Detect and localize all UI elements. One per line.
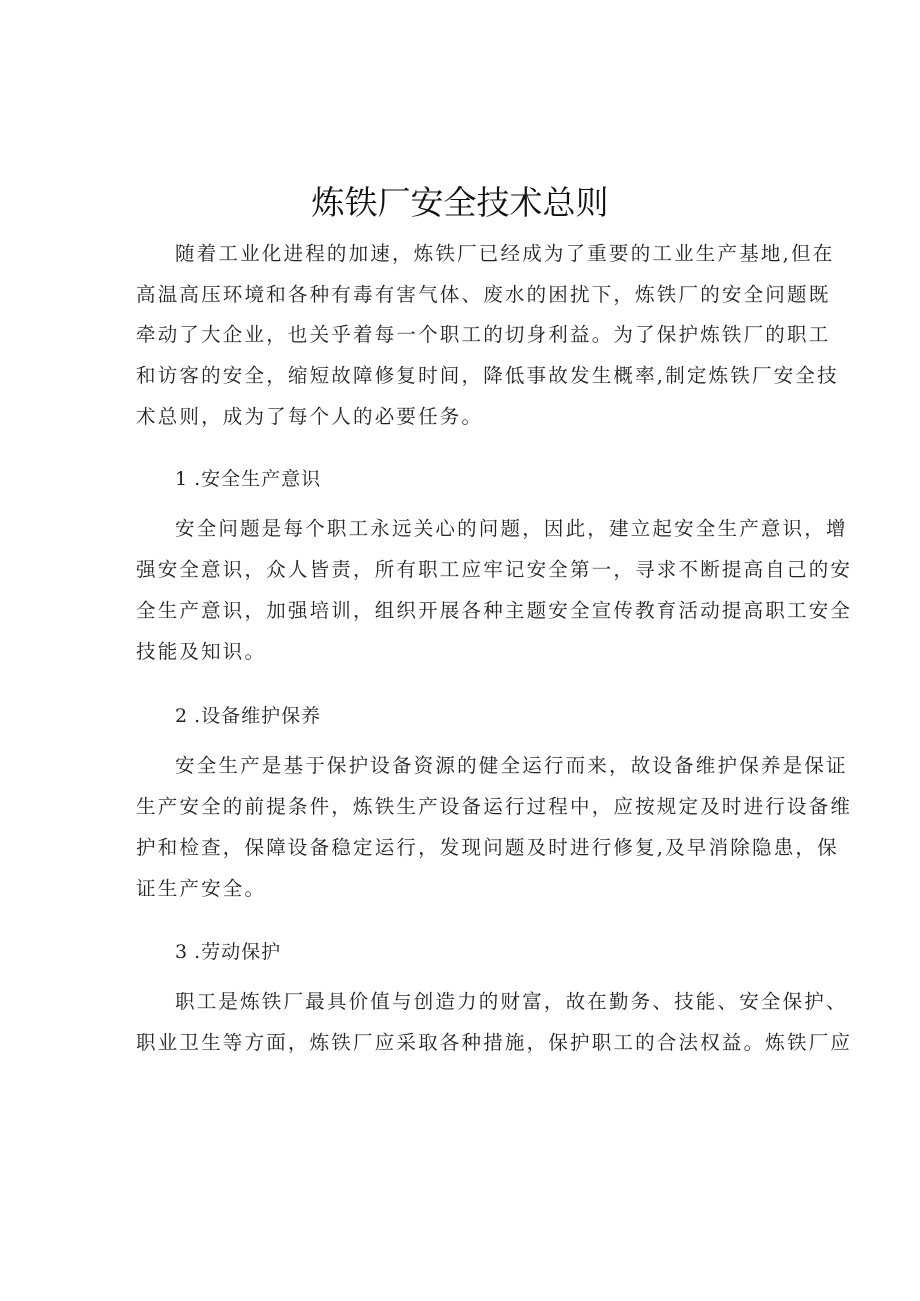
paragraph-line: 安全问题是每个职工永远关心的问题，因此，建立起安全生产意识，增 <box>175 517 848 540</box>
paragraph-line: 生产安全的前提条件，炼铁生产设备运行过程中，应按规定及时进行设备维 <box>136 795 853 818</box>
paragraph-line: 安全生产是基于保护设备资源的健全运行而来，故设备维护保养是保证 <box>175 754 848 777</box>
section-heading <box>175 704 321 728</box>
section-number: 1 <box>175 468 189 490</box>
section-heading-text: .设备维护保养 <box>194 705 322 727</box>
paragraph-line: 职工是炼铁厂最具价值与创造力的财富，故在勤务、技能、安全保护、 <box>175 990 848 1013</box>
paragraph-line: 高温高压环境和各种有毒有害气体、废水的困扰下，炼铁厂的安全问题既 <box>136 283 831 306</box>
section-number: 2 <box>175 705 189 727</box>
section-heading <box>175 467 321 491</box>
paragraph-line: 证生产安全。 <box>136 877 267 900</box>
section-heading-text: .劳动保护 <box>194 941 282 963</box>
paragraph-line: 职业卫生等方面，炼铁厂应采取各种措施，保护职工的合法权益。炼铁厂应 <box>136 1031 853 1054</box>
section-heading <box>175 940 281 964</box>
paragraph-line: 护和检查，保障设备稳定运行，发现问题及时进行修复,及早消除隐患，保 <box>136 836 839 859</box>
section-number: 3 <box>175 941 189 963</box>
paragraph-line: 牵动了大企业，也关乎着每一个职工的切身利益。为了保护炼铁厂的职工 <box>136 323 831 346</box>
paragraph-line: 全生产意识，加强培训，组织开展各种主题安全宣传教育活动提高职工安全 <box>136 599 853 622</box>
paragraph-line: 术总则，成为了每个人的必要任务。 <box>136 405 484 428</box>
section-heading-text: .安全生产意识 <box>194 468 322 490</box>
document-title: 炼铁厂安全技术总则 <box>311 183 609 222</box>
paragraph-line: 和访客的安全，缩短故障修复时间，降低事故发生概率,制定炼铁厂安全技 <box>136 364 839 387</box>
paragraph-line: 强安全意识，众人皆责，所有职工应牢记安全第一，寻求不断提高自己的安 <box>136 558 853 581</box>
paragraph-line: 随着工业化进程的加速，炼铁厂已经成为了重要的工业生产基地,但在 <box>175 242 835 265</box>
paragraph-line: 技能及知识。 <box>136 640 267 663</box>
